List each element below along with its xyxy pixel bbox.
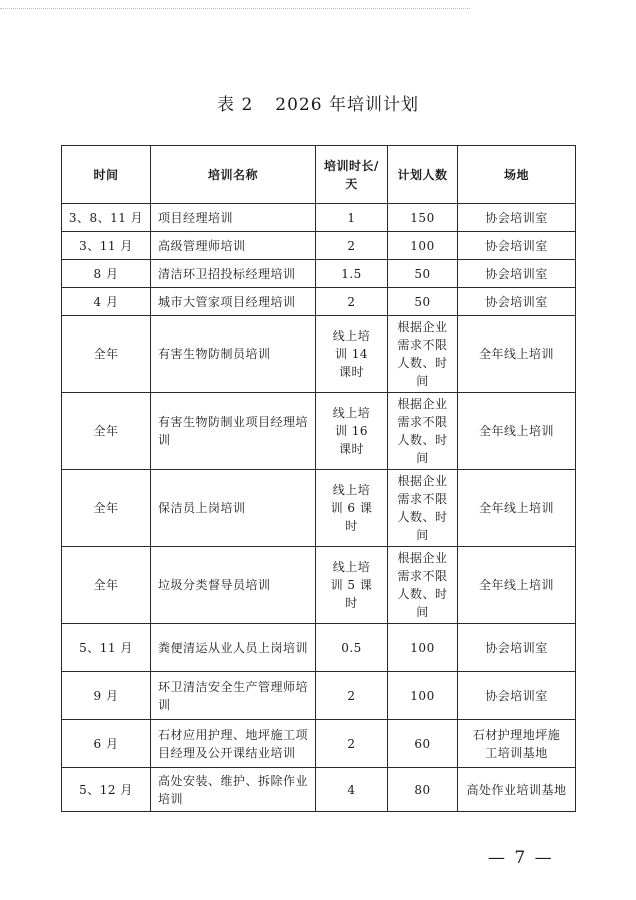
cell-duration: 0.5 — [316, 624, 388, 672]
header-venue: 场地 — [458, 146, 576, 204]
cell-people: 100 — [388, 672, 458, 720]
table-row — [62, 204, 576, 232]
cell-venue: 协会培训室 — [458, 288, 576, 316]
cell-people: 根据企业需求不限人数、时间 — [388, 393, 458, 470]
cell-time: 全年 — [62, 470, 151, 547]
cell-venue: 协会培训室 — [458, 260, 576, 288]
cell-venue: 全年线上培训 — [458, 316, 576, 393]
cell-venue: 全年线上培训 — [458, 393, 576, 470]
cell-duration: 2 — [316, 672, 388, 720]
cell-venue: 协会培训室 — [458, 232, 576, 260]
table-row — [62, 470, 576, 547]
header-duration: 培训时长/天 — [316, 146, 388, 204]
page-number: — 7 — — [488, 848, 554, 868]
cell-venue: 协会培训室 — [458, 204, 576, 232]
table-row — [62, 624, 576, 672]
table-row — [62, 316, 576, 393]
cell-name: 项目经理培训 — [151, 204, 316, 232]
cell-people: 根据企业需求不限人数、时间 — [388, 316, 458, 393]
cell-duration: 线上培训 16 课时 — [316, 393, 388, 470]
cell-people: 150 — [388, 204, 458, 232]
cell-time: 3、8、11 月 — [62, 204, 151, 232]
cell-people: 60 — [388, 720, 458, 768]
table-row — [62, 260, 576, 288]
cell-time: 9 月 — [62, 672, 151, 720]
header-people: 计划人数 — [388, 146, 458, 204]
table-row — [62, 672, 576, 720]
table-label: 表 2 — [217, 95, 254, 115]
cell-name: 垃圾分类督导员培训 — [151, 547, 316, 624]
cell-venue: 全年线上培训 — [458, 470, 576, 547]
cell-name: 城市大管家项目经理培训 — [151, 288, 316, 316]
cell-name: 粪便清运从业人员上岗培训 — [151, 624, 316, 672]
header-rule — [0, 8, 470, 9]
cell-time: 5、12 月 — [62, 768, 151, 812]
cell-name: 保洁员上岗培训 — [151, 470, 316, 547]
cell-name: 有害生物防制员培训 — [151, 316, 316, 393]
cell-name: 石材应用护理、地坪施工项目经理及公开课结业培训 — [151, 720, 316, 768]
table-row — [62, 547, 576, 624]
cell-duration: 1 — [316, 204, 388, 232]
page-title — [0, 90, 636, 115]
table-title: 2026 年培训计划 — [275, 95, 419, 115]
cell-venue: 全年线上培训 — [458, 547, 576, 624]
cell-venue: 高处作业培训基地 — [458, 768, 576, 812]
table-header-row — [62, 146, 576, 204]
cell-name: 高处安装、维护、拆除作业培训 — [151, 768, 316, 812]
cell-time: 全年 — [62, 316, 151, 393]
cell-time: 4 月 — [62, 288, 151, 316]
cell-time: 5、11 月 — [62, 624, 151, 672]
cell-people: 100 — [388, 624, 458, 672]
cell-duration: 4 — [316, 768, 388, 812]
cell-duration: 1.5 — [316, 260, 388, 288]
cell-people: 100 — [388, 232, 458, 260]
cell-people: 根据企业需求不限人数、时间 — [388, 470, 458, 547]
cell-people: 根据企业需求不限人数、时间 — [388, 547, 458, 624]
cell-duration: 2 — [316, 288, 388, 316]
cell-people: 50 — [388, 260, 458, 288]
cell-time: 全年 — [62, 547, 151, 624]
table-row — [62, 768, 576, 812]
table-row — [62, 232, 576, 260]
cell-duration: 2 — [316, 232, 388, 260]
cell-venue: 协会培训室 — [458, 672, 576, 720]
cell-time: 8 月 — [62, 260, 151, 288]
training-plan-table — [61, 145, 576, 812]
cell-people: 80 — [388, 768, 458, 812]
cell-venue: 石材护理地坪施工培训基地 — [458, 720, 576, 768]
table-row — [62, 393, 576, 470]
cell-duration: 线上培训 14 课时 — [316, 316, 388, 393]
cell-time: 全年 — [62, 393, 151, 470]
cell-time: 3、11 月 — [62, 232, 151, 260]
header-name: 培训名称 — [151, 146, 316, 204]
cell-time: 6 月 — [62, 720, 151, 768]
cell-duration: 线上培训 6 课时 — [316, 470, 388, 547]
table-row — [62, 720, 576, 768]
cell-name: 清洁环卫招投标经理培训 — [151, 260, 316, 288]
header-time: 时间 — [62, 146, 151, 204]
cell-name: 环卫清洁安全生产管理师培训 — [151, 672, 316, 720]
cell-name: 高级管理师培训 — [151, 232, 316, 260]
cell-duration: 2 — [316, 720, 388, 768]
cell-duration: 线上培训 5 课时 — [316, 547, 388, 624]
cell-people: 50 — [388, 288, 458, 316]
cell-name: 有害生物防制业项目经理培训 — [151, 393, 316, 470]
cell-venue: 协会培训室 — [458, 624, 576, 672]
table-row — [62, 288, 576, 316]
